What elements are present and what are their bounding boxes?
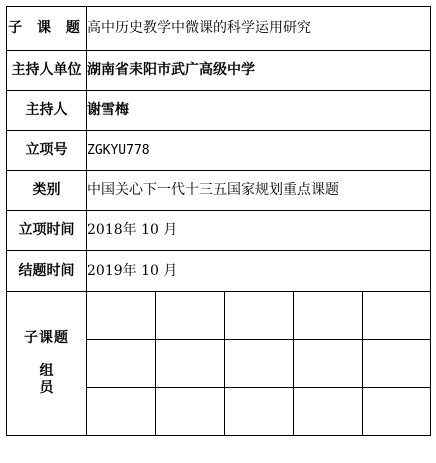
subtopic-label: 子 课 题	[7, 7, 87, 51]
row-host	[7, 91, 431, 131]
row-project-number	[7, 131, 431, 171]
row-members-1	[7, 292, 431, 340]
member-cell	[156, 292, 225, 340]
completion-time-label: 结题时间	[7, 251, 87, 292]
project-info-table	[6, 6, 431, 436]
row-host-unit	[7, 51, 431, 91]
member-cell	[294, 340, 363, 388]
member-cell	[363, 292, 431, 340]
project-number-value: ZGKYU778	[87, 131, 431, 171]
approval-time-label: 立项时间	[7, 211, 87, 251]
category-label: 类别	[7, 171, 87, 211]
category-value: 中国关心下一代十三五国家规划重点课题	[87, 171, 431, 211]
member-cell	[294, 292, 363, 340]
subtopic-value: 高中历史教学中微课的科学运用研究	[87, 7, 431, 51]
member-cell	[225, 340, 294, 388]
member-cell	[87, 292, 156, 340]
row-completion-time	[7, 251, 431, 292]
member-cell	[225, 292, 294, 340]
completion-time-value: 2019年 10 月	[87, 251, 431, 292]
approval-time-value: 2018年 10 月	[87, 211, 431, 251]
members-label-line1: 子课题	[24, 330, 69, 347]
member-cell	[156, 340, 225, 388]
member-cell	[294, 388, 363, 436]
member-cell	[87, 340, 156, 388]
member-cell	[156, 388, 225, 436]
member-cell	[363, 340, 431, 388]
host-label: 主持人	[7, 91, 87, 131]
row-subtopic	[7, 7, 431, 51]
member-cell	[225, 388, 294, 436]
host-unit-label: 主持人单位	[7, 51, 87, 91]
row-category	[7, 171, 431, 211]
member-cell	[87, 388, 156, 436]
project-number-label: 立项号	[7, 131, 87, 171]
members-label-line2: 组 员	[39, 363, 68, 396]
member-cell	[363, 388, 431, 436]
row-approval-time	[7, 211, 431, 251]
host-value: 谢雪梅	[87, 91, 431, 131]
host-unit-value: 湖南省耒阳市武广高级中学	[87, 51, 431, 91]
members-label	[7, 292, 87, 436]
